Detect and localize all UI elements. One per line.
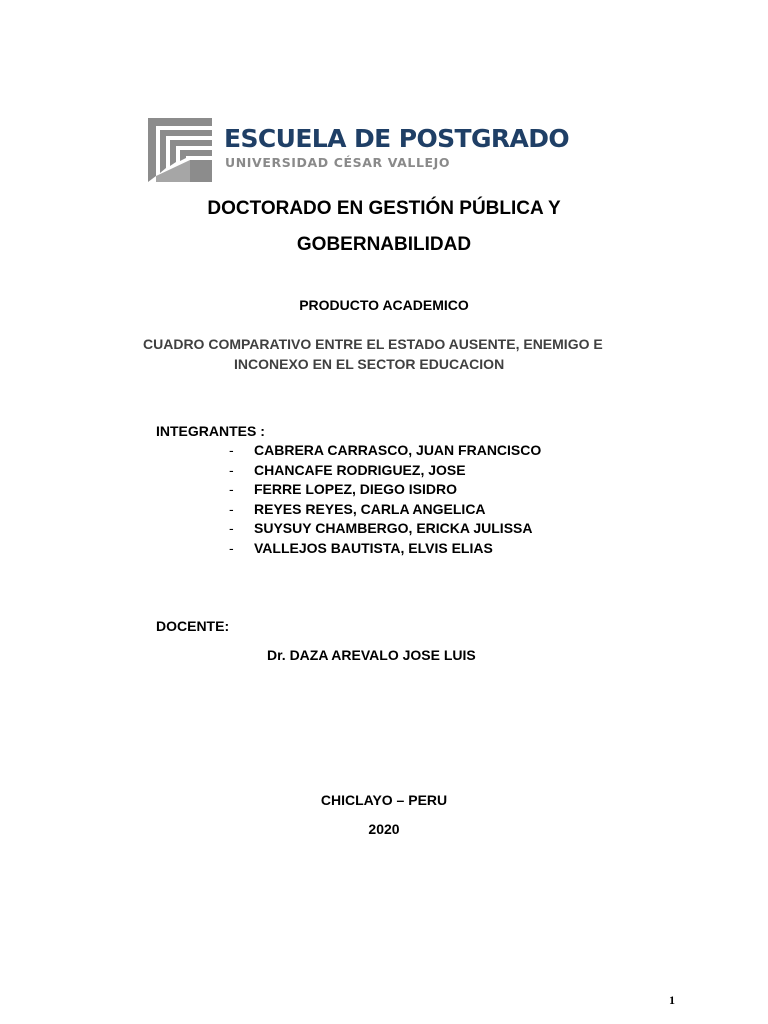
member-item bbox=[229, 501, 541, 521]
program-title-line-1: DOCTORADO EN GESTIÓN PÚBLICA Y bbox=[207, 198, 561, 219]
member-dash: - bbox=[229, 461, 234, 478]
year: 2020 bbox=[368, 821, 400, 837]
member-name: VALLEJOS BAUTISTA, ELVIS ELIAS bbox=[254, 539, 493, 556]
members-heading: INTEGRANTES : bbox=[156, 423, 265, 439]
program-title-line-2: GOBERNABILIDAD bbox=[296, 234, 472, 255]
member-item bbox=[229, 462, 541, 482]
member-dash: - bbox=[229, 481, 234, 498]
member-name: REYES REYES, CARLA ANGELICA bbox=[254, 500, 486, 517]
place: CHICLAYO – PERU bbox=[320, 792, 448, 808]
school-logo bbox=[148, 116, 570, 186]
topic-line-1: CUADRO COMPARATIVO ENTRE EL ESTADO AUSENTE, ENEMIGO E bbox=[143, 336, 603, 352]
university-shield-icon bbox=[148, 116, 212, 184]
teacher-name: Dr. DAZA AREVALO JOSE LUIS bbox=[267, 647, 476, 663]
member-dash: - bbox=[229, 442, 234, 458]
member-item bbox=[229, 540, 541, 560]
topic-line-2: INCONEXO EN EL SECTOR EDUCACION bbox=[234, 356, 505, 372]
page-number: 1 bbox=[669, 993, 675, 1007]
member-item bbox=[229, 520, 541, 540]
member-name: CABRERA CARRASCO, JUAN FRANCISCO bbox=[254, 442, 542, 458]
member-name: SUYSUY CHAMBERGO, ERICKA JULISSA bbox=[254, 520, 533, 537]
member-item bbox=[229, 481, 541, 501]
member-dash: - bbox=[229, 539, 234, 556]
member-name: CHANCAFE RODRIGUEZ, JOSE bbox=[254, 461, 466, 478]
teacher-heading: DOCENTE: bbox=[156, 618, 230, 634]
product-label: PRODUCTO ACADEMICO bbox=[299, 297, 469, 313]
members-list bbox=[229, 442, 541, 560]
member-dash: - bbox=[229, 520, 234, 537]
member-item bbox=[229, 442, 541, 462]
university-name: UNIVERSIDAD CÉSAR VALLEJO bbox=[225, 155, 451, 170]
member-dash: - bbox=[229, 500, 234, 517]
member-name: FERRE LOPEZ, DIEGO ISIDRO bbox=[254, 481, 458, 498]
school-name: ESCUELA DE POSTGRADO bbox=[224, 124, 570, 153]
